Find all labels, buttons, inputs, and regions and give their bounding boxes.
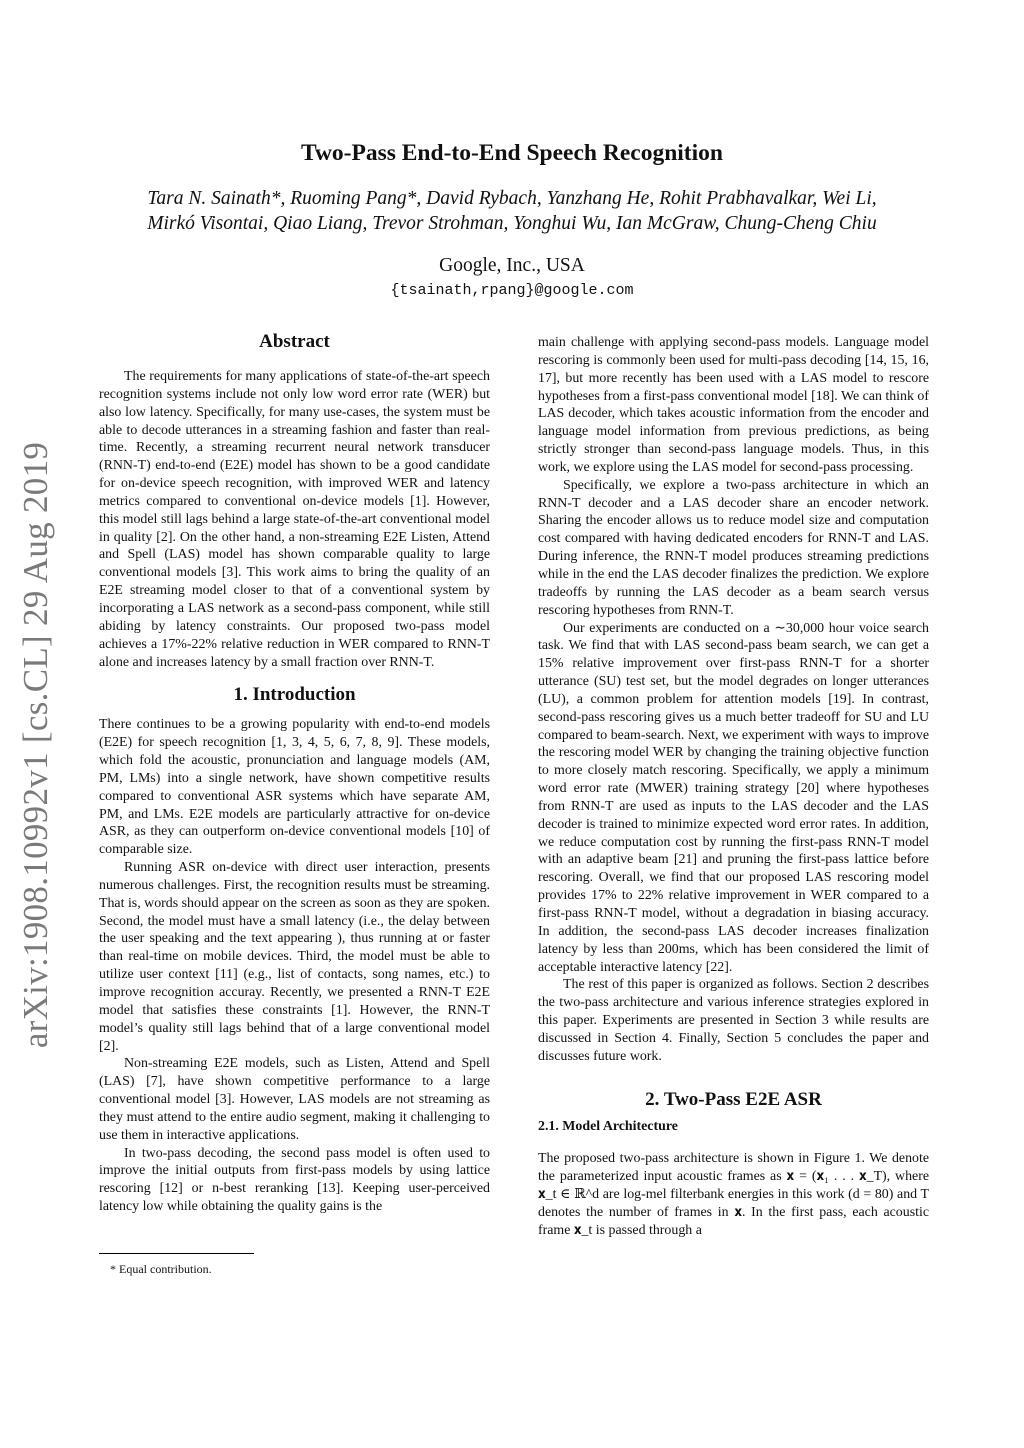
introduction-heading: 1. Introduction xyxy=(233,684,356,706)
intro-paragraph-8: The rest of this paper is organized as follows. Section 2 describes the two-pass architecture and various inference strategies explored in this paper. Experiments are presented in Section 3 while results are discussed in Section 4. Finally, Section 5 concludes the paper and discusses future work. xyxy=(538,977,929,1064)
intro-paragraph-2: Running ASR on-device with direct user interaction, presents numerous challenges. First, the recognition results must be streaming. That is, words should appear on the screen as soon as they are spoken. Second, the model must have a small latency (i.e., the delay between the user speaking and the text appearing ), thus running at or faster than real-time on mobile devices. Third, the model must be able to utilize user context [11] (e.g., list of contacts, song names, etc.) to improve recognition accuray. Recently, we presented a RNN-T E2E model that satisfies these constraints [1]. However, the RNN-T model’s quality still lags behind that of a large conventional model [2]. xyxy=(99,860,490,1054)
intro-paragraph-4: In two-pass decoding, the second pass model is often used to improve the initial outputs from first-pass models by using lattice rescoring [12] or n-best reranking [13]. Keeping user-perceived latency low while obtaining the quality gains is the xyxy=(99,1145,490,1215)
authors-line-2: Mirkó Visontai, Qiao Liang, Trevor Strohman, Yonghui Wu, Ian McGraw, Chung-Cheng Chiu xyxy=(147,213,877,234)
left-column xyxy=(99,330,490,1216)
intro-paragraph-6: Specifically, we explore a two-pass architecture in which an RNN-T decoder and a LAS decoder share an encoder network. Sharing the encoder allows us to reduce model size and computation cost compared with having dedicated encoders for RNN-T and LAS. During inference, the RNN-T model produces streaming predictions while in the end the LAS decoder finalizes the prediction. We explore tradeoffs by running the LAS decoder as a beam search versus rescoring hypotheses from RNN-T. xyxy=(538,477,929,618)
arxiv-identifier xyxy=(8,440,64,1050)
footnote: * Equal contribution. xyxy=(110,1262,212,1276)
intro-paragraph-7: Our experiments are conducted on a ∼30,000 hour voice search task. We find that with LAS second-pass beam search, we can get a 15% relative improvement over first-pass RNN-T for a shorter utterance (SU) test set, but the model degrades on longer utterances (LU), a common problem for attention models [19]. In contrast, second-pass rescoring gives us a much better tradeoff for SU and LU compared to beam-search. Next, we experiment with ways to improve the rescoring model WER by changing the training objective function to more closely match rescoring. Specifically, we apply a minimum word error rate (MWER) training strategy [20] where hypotheses from RNN-T are used as inputs to the LAS decoder and the LAS decoder is trained to minimize expected word error rates. In addition, we reduce computation cost by running the first-pass RNN-T model with an adaptive beam [21] and pruning the first-pass lattice before rescoring. Overall, we find that our proposed LAS rescoring model provides 17% to 22% relative improvement in WER compared to a first-pass RNN-T model, without a degradation in biasing accuracy. In addition, the second-pass LAS decoder increases finalization latency by less than 200ms, which has been considered the limit of acceptable interactive latency [22]. xyxy=(538,620,929,975)
abstract-text: The requirements for many applications of state-of-the-art speech recognition systems include not only low word error rate (WER) but also low latency. Specifically, for many use-cases, the system must be able to decode utterances in a streaming fashion and faster than real-time. Recently, a streaming recurrent neural network transducer (RNN-T) end-to-end (E2E) model has shown to be a good candidate for on-device speech recognition, with improved WER and latency metrics compared to conventional on-device models [1]. However, this model still lags behind a large state-of-the-art conventional model in quality [2]. On the other hand, a non-streaming E2E Listen, Attend and Spell (LAS) model has shown comparable quality to large conventional models [3]. This work aims to bring the quality of an E2E streaming model closer to that of a conventional system by incorporating a LAS network as a second-pass component, while still abiding by latency constraints. Our proposed two-pass model achieves a 17%-22% relative reduction in WER compared to RNN-T alone and increases latency by a small fraction over RNN-T. xyxy=(99,369,490,670)
two-pass-paragraph-1: The proposed two-pass architecture is shown in Figure 1. We denote the parameterized input acoustic frames as 𝐱 = (𝐱₁ . . . 𝐱_T), where 𝐱_t ∈ ℝ^d are log-mel filterbank energies in this work (d = 80) and T denotes the number of frames in 𝐱. In the first pass, each acoustic frame 𝐱_t is passed through a xyxy=(538,1151,929,1238)
paper-title: Two-Pass End-to-End Speech Recognition xyxy=(301,140,723,166)
arxiv-identifier-text: arXiv:1908.10992v1 [cs.CL] 29 Aug 2019 xyxy=(16,441,56,1049)
abstract-heading: Abstract xyxy=(259,331,330,352)
authors-line-1: Tara N. Sainath*, Ruoming Pang*, David Rybach, Yanzhang He, Rohit Prabhavalkar, Wei Li, xyxy=(147,188,877,209)
two-pass-heading: 2. Two-Pass E2E ASR xyxy=(645,1088,822,1110)
author-email: {tsainath,rpang}@google.com xyxy=(390,282,634,299)
intro-paragraph-3: Non-streaming E2E models, such as Listen, Attend and Spell (LAS) [7], have shown competitive performance to a large conventional model [3]. However, LAS models are not streaming as they must attend to the entire audio segment, making it challenging to use them in interactive applications. xyxy=(99,1056,490,1143)
intro-paragraph-5: main challenge with applying second-pass models. Language model rescoring is commonly been used for multi-pass decoding [14, 15, 16, 17], but more recently has been used with a LAS model to rescore hypotheses from a first-pass conventional model [18]. We can think of LAS decoder, which takes acoustic information from the encoder and language model information from previous predictions, as being strictly stronger than second-pass language models. Thus, in this work, we explore using the LAS model for second-pass processing. xyxy=(538,335,929,475)
right-column xyxy=(538,334,929,1240)
affiliation: Google, Inc., USA xyxy=(439,255,585,276)
model-architecture-heading: 2.1. Model Architecture xyxy=(538,1118,678,1134)
intro-paragraph-1: There continues to be a growing popularity with end-to-end models (E2E) for speech recognition [1, 3, 4, 5, 6, 7, 8, 9]. These models, which fold the acoustic, pronunciation and language models (AM, PM, LMs) into a single network, have shown competitive results compared to conventional ASR systems which have separate AM, PM, and LMs. E2E models are particularly attractive for on-device ASR, as they can outperform on-device conventional models [10] of comparable size. xyxy=(99,717,490,858)
footnote-divider xyxy=(99,1253,254,1254)
